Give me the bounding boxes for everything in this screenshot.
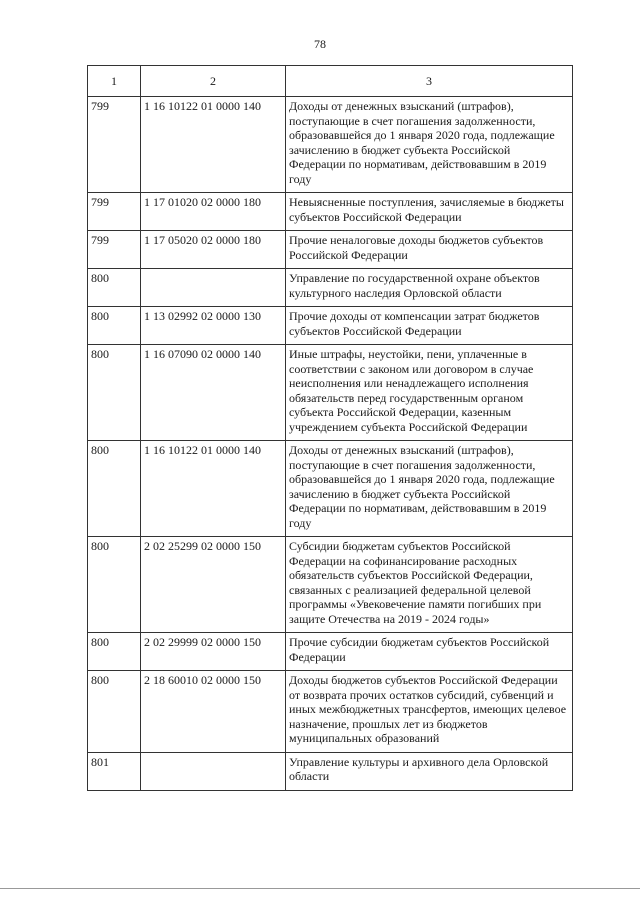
admin-code-cell: 800 bbox=[88, 269, 141, 307]
budget-classification-code-cell: 1 17 05020 02 0000 180 bbox=[141, 231, 286, 269]
budget-classification-code-cell: 1 17 01020 02 0000 180 bbox=[141, 193, 286, 231]
table-row bbox=[88, 752, 573, 790]
budget-classification-code-cell bbox=[141, 752, 286, 790]
table-row bbox=[88, 269, 573, 307]
budget-classification-code-cell: 1 13 02992 02 0000 130 bbox=[141, 307, 286, 345]
table-header-row bbox=[88, 66, 573, 97]
admin-code-cell: 801 bbox=[88, 752, 141, 790]
table-row bbox=[88, 345, 573, 441]
table-body bbox=[88, 97, 573, 791]
budget-classification-code-cell bbox=[141, 269, 286, 307]
budget-classification-code-cell: 1 16 10122 01 0000 140 bbox=[141, 441, 286, 537]
admin-code-cell: 800 bbox=[88, 307, 141, 345]
admin-code-cell: 799 bbox=[88, 193, 141, 231]
admin-code-cell: 800 bbox=[88, 633, 141, 671]
revenue-name-cell: Управление культуры и архивного дела Орловской области bbox=[286, 752, 573, 790]
revenue-name-cell: Иные штрафы, неустойки, пени, уплаченные в соответствии с законом или договором в случае неисполнения или ненадлежащего исполнения обязательств перед государственным органом субъекта Российской Федерации, казенным учреждением субъекта Российской Федерации bbox=[286, 345, 573, 441]
revenue-name-cell: Управление по государственной охране объектов культурного наследия Орловской области bbox=[286, 269, 573, 307]
budget-classification-code-cell: 2 02 29999 02 0000 150 bbox=[141, 633, 286, 671]
admin-code-cell: 800 bbox=[88, 537, 141, 633]
column-header-3: 3 bbox=[286, 66, 573, 97]
table-row bbox=[88, 671, 573, 753]
budget-classification-code-cell: 1 16 07090 02 0000 140 bbox=[141, 345, 286, 441]
revenue-name-cell: Доходы от денежных взысканий (штрафов), поступающие в счет погашения задолженности, образовавшейся до 1 января 2020 года, подлежащие зачислению в бюджет субъекта Российской Федерации по нормативам, действовавшим в 2019 году bbox=[286, 97, 573, 193]
table-row bbox=[88, 193, 573, 231]
revenue-name-cell: Невыясненные поступления, зачисляемые в бюджеты субъектов Российской Федерации bbox=[286, 193, 573, 231]
table-row bbox=[88, 307, 573, 345]
table-row bbox=[88, 441, 573, 537]
column-header-1: 1 bbox=[88, 66, 141, 97]
budget-classification-code-cell: 2 02 25299 02 0000 150 bbox=[141, 537, 286, 633]
revenue-name-cell: Прочие субсидии бюджетам субъектов Российской Федерации bbox=[286, 633, 573, 671]
budget-classification-code-cell: 2 18 60010 02 0000 150 bbox=[141, 671, 286, 753]
revenue-name-cell: Субсидии бюджетам субъектов Российской Федерации на софинансирование расходных обязательств субъектов Российской Федерации, связанных с реализацией федеральной целевой программы «Увековечение памяти погибших при защите Отечества на 2019 - 2024 годы» bbox=[286, 537, 573, 633]
admin-code-cell: 799 bbox=[88, 231, 141, 269]
table-row bbox=[88, 231, 573, 269]
revenue-name-cell: Прочие доходы от компенсации затрат бюджетов субъектов Российской Федерации bbox=[286, 307, 573, 345]
table-row bbox=[88, 633, 573, 671]
budget-classification-code-cell: 1 16 10122 01 0000 140 bbox=[141, 97, 286, 193]
revenue-name-cell: Доходы бюджетов субъектов Российской Федерации от возврата прочих остатков субсидий, субвенций и иных межбюджетных трансфертов, имеющих целевое назначение, прошлых лет из бюджетов муниципальных образований bbox=[286, 671, 573, 753]
table-row bbox=[88, 537, 573, 633]
budget-revenue-table bbox=[87, 65, 573, 791]
page-bottom-divider bbox=[0, 888, 640, 889]
table-row bbox=[88, 97, 573, 193]
admin-code-cell: 800 bbox=[88, 345, 141, 441]
column-header-2: 2 bbox=[141, 66, 286, 97]
revenue-name-cell: Доходы от денежных взысканий (штрафов), поступающие в счет погашения задолженности, образовавшейся до 1 января 2020 года, подлежащие зачислению в бюджет субъекта Российской Федерации по нормативам, действовавшим в 2019 году bbox=[286, 441, 573, 537]
admin-code-cell: 800 bbox=[88, 671, 141, 753]
admin-code-cell: 800 bbox=[88, 441, 141, 537]
admin-code-cell: 799 bbox=[88, 97, 141, 193]
revenue-name-cell: Прочие неналоговые доходы бюджетов субъектов Российской Федерации bbox=[286, 231, 573, 269]
page-number: 78 bbox=[314, 37, 326, 51]
